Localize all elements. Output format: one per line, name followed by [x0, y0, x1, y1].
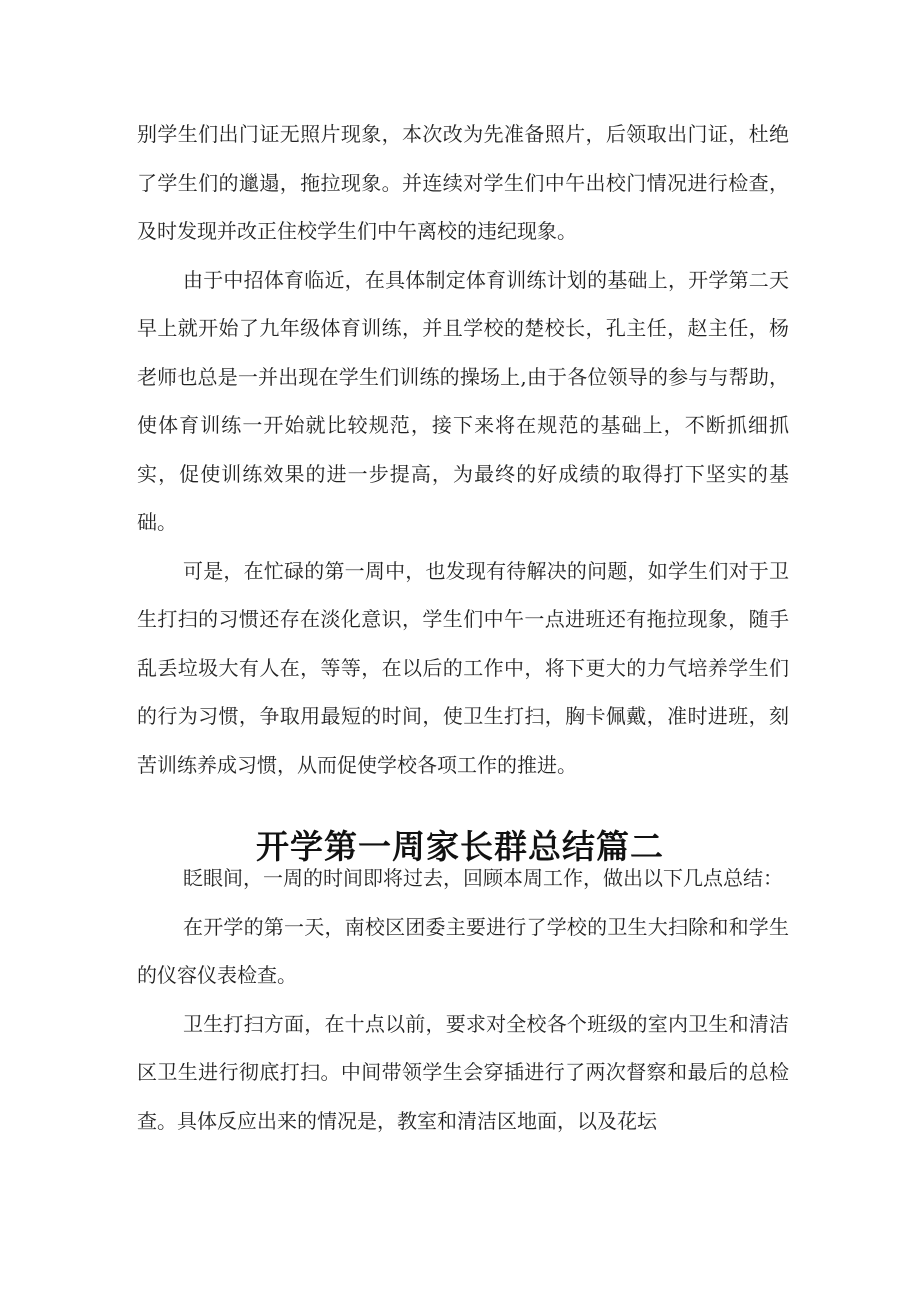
paragraph-continuation: 别学生们出门证无照片现象，本次改为先准备照片，后领取出门证，杜绝了学生们的邋遢，拖拉现象。并连续对学生们中午出校门情况进行检查，及时发现并改正住校学生们中午离校的违纪现象。 [137, 122, 789, 243]
paragraph-problems: 可是，在忙碌的第一周中，也发现有待解决的问题，如学生们对于卫生打扫的习惯还存在淡化意识，学生们中午一点进班还有拖拉现象，随手乱丢垃圾大有人在，等等，在以后的工作中，将下更大的力气培养学生们的行为习惯，争取用最短的时间，使卫生打扫，胸卡佩戴，准时进班，刻苦训练养成习惯，从而促使学校各项工作的推进。 [137, 558, 789, 777]
section-title: 开学第一周家长群总结篇二 [256, 827, 664, 867]
paragraph-intro: 眨眼间，一周的时间即将过去，回顾本周工作，做出以下几点总结： [183, 866, 783, 890]
body-text-before [137, 110, 789, 789]
paragraph-pe-training: 由于中招体育临近，在具体制定体育训练计划的基础上，开学第二天早上就开始了九年级体育训练，并且学校的楚校长，孔主任，赵主任，杨老师也总是一并出现在学生们训练的操场上,由于各位领导的参与与帮助，使体育训练一开始就比较规范，接下来将在规范的基础上，不断抓细抓实，促使训练效果的进一步提高，为最终的好成绩的取得打下坚实的基础。 [137, 267, 789, 534]
paragraph-first-day: 在开学的第一天，南校区团委主要进行了学校的卫生大扫除和和学生的仪容仪表检查。 [137, 914, 789, 987]
paragraph-cleaning: 卫生打扫方面，在十点以前，要求对全校各个班级的室内卫生和清洁区卫生进行彻底打扫。中间带领学生会穿插进行了两次督察和最后的总检查。具体反应出来的情况是，教室和清洁区地面，以及花坛 [137, 1011, 789, 1133]
body-text-after [137, 854, 789, 1145]
